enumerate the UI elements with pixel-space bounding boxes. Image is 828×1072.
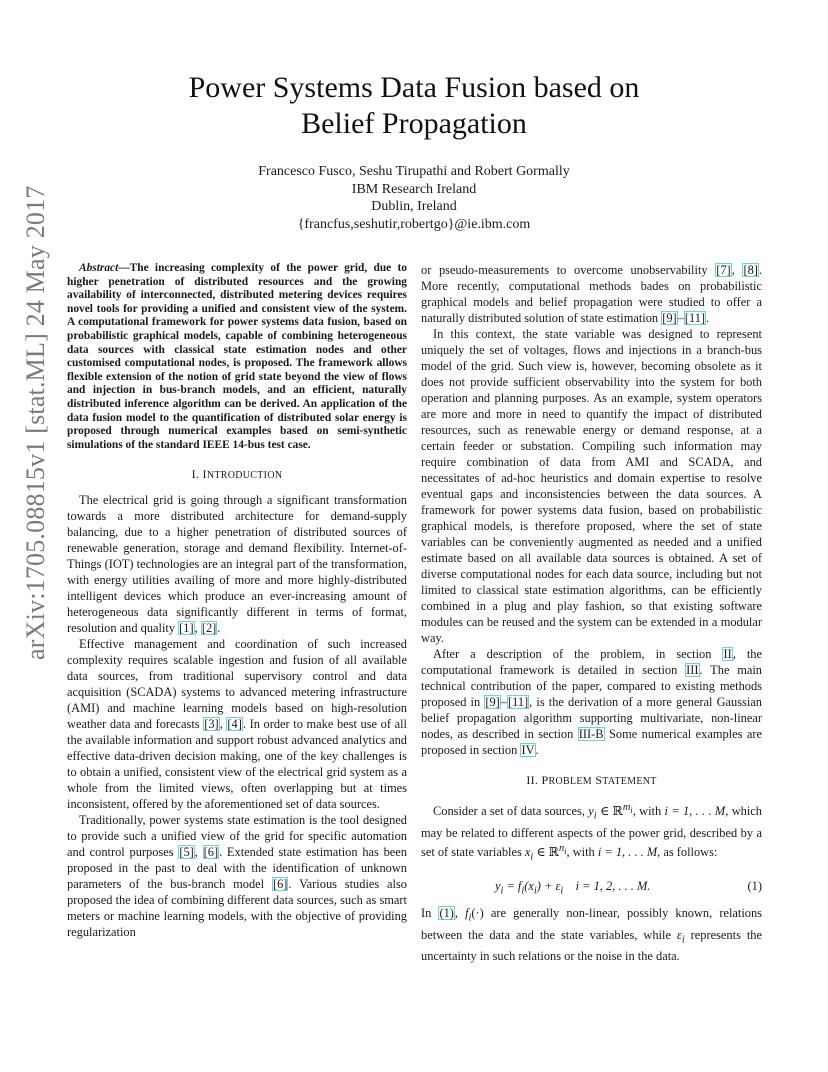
- math-inline: $x_i$ ∈ ℝ$^{n_i}$: [524, 842, 567, 863]
- citation-link[interactable]: [6]: [272, 877, 288, 892]
- equation-body: $y_i = f_i(x_i) + \varepsilon_i$ i = 1, 2, . . . M.: [495, 879, 651, 897]
- location: Dublin, Ireland: [371, 199, 457, 214]
- citation-link[interactable]: [6]: [203, 845, 219, 860]
- left-column: [67, 262, 407, 940]
- section-heading-introduction: I. INTRODUCTION: [191, 467, 283, 482]
- author-block: [150, 163, 678, 233]
- citation-link[interactable]: [3]: [204, 717, 219, 732]
- title-line-2: Belief Propagation: [301, 107, 527, 140]
- abstract-label: Abstract: [79, 262, 119, 274]
- intro-paragraph-2: Effective management and coordination of such increased complexity requires scalable ingestion and fusion of all available data sources, from traditional supervisory control and data acquisition (SCADA) systems to advanced metering infrastructure (AMI) and machine learning models based on high-resolution weather data and forecasts [3], [4]. In order to make best use of all the available information and support robust advanced analytics and effective data-driven decision making, one of the key challenges is to obtain a unified, consistent view of the electrical grid system as a whole from the limited views, often overlapping but at times inconsistent, offered by the aforementioned set of data sources.: [67, 637, 407, 812]
- problem-paragraph-2: In (1), $f_i(\cdot)$ are generally non-linear, possibly known, relations between the data and the state variables, while $\varepsilon_i$ represents the uncertainty in such relations or the noise in the data.: [421, 906, 762, 964]
- equation-1: [421, 875, 762, 897]
- citation-link[interactable]: [11]: [684, 311, 706, 325]
- intro-paragraph-5: After a description of the problem, in section II, the computational framework is detailed in section III. The main technical contribution of the paper, compared to existing methods proposed in [9]–[11], is the derivation of a more general Gaussian belief propagation algorithm supporting multivariate, non-linear nodes, as described in section III-B Some numerical examples are proposed in section IV.: [421, 647, 763, 757]
- math-inline: i = 1, . . . M,: [664, 804, 729, 819]
- citation-link[interactable]: [4]: [227, 717, 242, 732]
- citation-link[interactable]: [5]: [179, 845, 194, 860]
- citation-link[interactable]: [2]: [201, 621, 217, 636]
- equation-link[interactable]: (1): [439, 906, 454, 921]
- citation-link[interactable]: [1]: [179, 621, 194, 636]
- right-column: [421, 262, 762, 964]
- author-names: Francesco Fusco, Seshu Tirupathi and Robert Gormally: [258, 164, 570, 179]
- email: {francfus,seshutir,robertgo}@ie.ibm.com: [297, 216, 531, 232]
- equation-number: (1): [747, 879, 762, 894]
- intro-paragraph-3-continued: or pseudo-measurements to overcome unobservability [7], [8]. More recently, computational methods bades on probabilistic graphical models and belief propagation were studied to offer a naturally distributed solution of state estimation [9]–[11].: [421, 263, 762, 325]
- intro-paragraph-1: The electrical grid is going through a significant transformation towards a more distributed architecture for demand-supply balancing, due to a higher penetration of distributed sources of renewable generation, storage and demand flexibility. Internet-of-Things (IOT) technologies are an integral part of the transformation, with energy utilities availing of more and more highly-distributed intelligent devices which produce an ever-increasing amount of heterogeneous data significantly different in terms of format, resolution and quality [1], [2].: [67, 493, 407, 636]
- intro-paragraph-3: Traditionally, power systems state estimation is the tool designed to provide such a unified view of the grid for specific automation and control purposes [5], [6]. Extended state estimation has been proposed in the past to deal with the identification of unknown parameters of the bus-branch model [6]. Various studies also proposed the idea of combining different data sources, such as smart meters or machine learning models, with the objective of providing regularization: [67, 813, 407, 940]
- intro-paragraph-4: In this context, the state variable was designed to represent uniquely the set of voltages, flows and injections in a branch-bus model of the grid. Such view is, however, becoming obsolete as it does not provide sufficient observability into the system for both operation and planning purposes. As an example, system operators are more and more in need to quantify the impact of distributed resources, such as renewable energy or demand response, at a certain feeder or substation. Compiling such information may require combination of data from AMI and SCADA, and necessitates of ad-hoc heuristics and domain expertise to resolve eventual gaps and inconsistencies between the data sources. A framework for power systems data fusion, based on probabilistic graphical models, is therefore proposed, where the set of state variables can be conveniently augmented as needed and a unified estimate based on all available data sources is obtained. A set of diverse computational nodes for each data source, including but not limited to classical state estimation algorithms, can be efficiently combined in a plug and play fashion, so that existing software modules can be reused and the system can be extended in a modular way.: [421, 327, 762, 645]
- citation-link[interactable]: [8]: [743, 263, 758, 277]
- citation-link[interactable]: [9]: [662, 311, 677, 325]
- citation-link[interactable]: [7]: [716, 263, 731, 277]
- problem-paragraph-1: Consider a set of data sources, $y_i$ ∈ ℝ$^{m_i}$, with i = 1, . . . M, which may be related to different aspects of the power grid, described by a set of state variables $x_i$ ∈ ℝ$^{n_i}$, with i = 1, . . . M, as follows:: [421, 802, 762, 863]
- arxiv-identifier: arXiv:1705.08815v1 [stat.ML] 24 May 2017: [21, 185, 50, 660]
- section-link[interactable]: III-B: [578, 727, 604, 741]
- section-heading-problem-statement: II. PROBLEM STATEMENT: [526, 773, 657, 787]
- math-inline: i = 1, . . . M,: [597, 844, 661, 859]
- section-link[interactable]: II: [723, 647, 732, 661]
- title-line-1: Power Systems Data Fusion based on: [188, 71, 640, 104]
- math-inline: $f_i(\cdot)$: [465, 906, 484, 924]
- math-inline: $y_i$ ∈ ℝ$^{m_i}$: [588, 802, 633, 822]
- paper-title: [100, 70, 728, 142]
- section-link[interactable]: III: [686, 663, 699, 677]
- abstract-text: —The increasing complexity of the power grid, due to higher penetration of distributed resources and the growing availability of interconnected, distributed metering devices requires novel tools for providing a unified and consistent view of the system. A computational framework for power systems data fusion, based on probabilistic graphical models, capable of combining heterogeneous data sources with classical state estimation nodes and other customised computational nodes, is proposed. The framework allows flexible extension of the notion of grid state beyond the view of flows and injection in bus-branch models, and an efficient, naturally distributed inference algorithm can be derived. An application of the data fusion model to the quantification of distributed solar energy is proposed through numerical examples based on semi-synthetic simulations of the standard IEEE 14-bus test case.: [67, 262, 407, 451]
- abstract: [67, 262, 407, 452]
- citation-link[interactable]: [11]: [507, 695, 529, 709]
- citation-link[interactable]: [9]: [485, 695, 500, 709]
- section-link[interactable]: IV: [521, 743, 535, 757]
- math-inline: $\varepsilon_i$: [676, 927, 685, 946]
- affiliation: IBM Research Ireland: [351, 181, 477, 197]
